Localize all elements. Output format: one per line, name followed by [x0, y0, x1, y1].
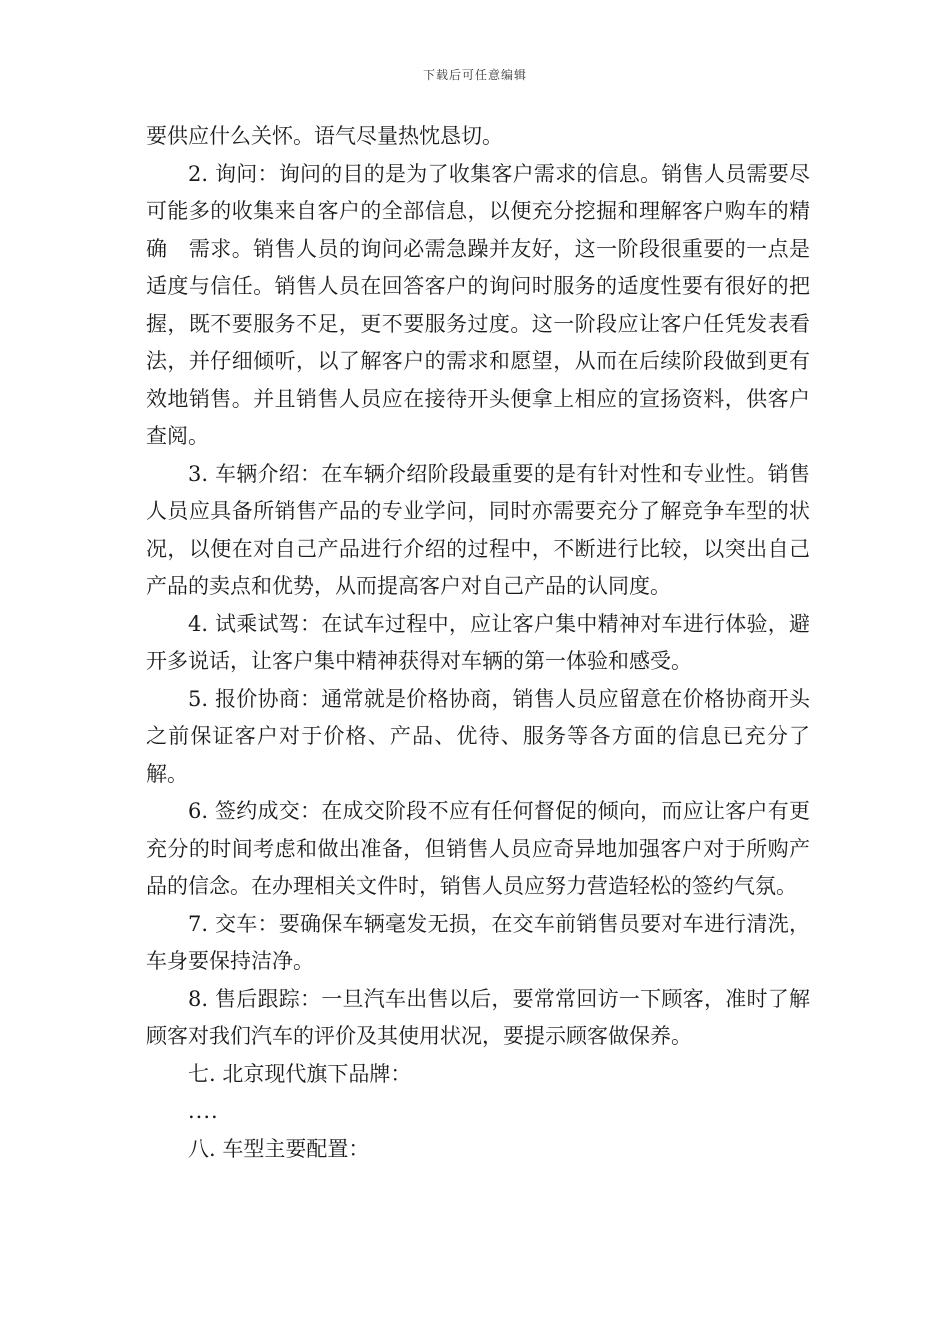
- paragraph-price-negotiation: 5. 报价协商：通常就是价格协商，销售人员应留意在价格协商开头之前保证客户对于价格、产品、优待、服务等各方面的信息已充分了解。: [146, 686, 810, 786]
- document-body: [146, 118, 810, 1168]
- section-heading-brands: 七. 北京现代旗下品牌：: [188, 1061, 412, 1086]
- paragraph-test-drive: 4. 试乘试驾：在试车过程中，应让客户集中精神对车进行体验，避开多说话，让客户集中精神获得对车辆的第一体验和感受。: [146, 611, 810, 673]
- paragraph-delivery: 7. 交车：要确保车辆毫发无损，在交车前销售员要对车进行清洗，车身要保持洁净。: [146, 911, 810, 973]
- paragraph-inquiry: 2. 询问：询问的目的是为了收集客户需求的信息。销售人员需要尽可能多的收集来自客户的全部信息，以便充分挖掘和理解客户购车的精确 需求。销售人员的询问必需急躁并友好，这一阶段很重要的一点是适度与信任。销售人员在回答客户的询问时服务的适度性要有很好的把握，既不要服务不足，更不要服务过度。这一阶段应让客户任凭发表看法，并仔细倾听，以了解客户的需求和愿望，从而在后续阶段做到更有效地销售。并且销售人员应在接待开头便拿上相应的宣扬资料，供客户查阅。: [146, 161, 810, 448]
- placeholder-ellipsis: ....: [188, 1099, 219, 1123]
- paragraph-after-sales: 8. 售后跟踪：一旦汽车出售以后，要常常回访一下顾客，准时了解顾客对我们汽车的评价及其使用状况，要提示顾客做保养。: [146, 986, 810, 1048]
- paragraph-vehicle-introduction: 3. 车辆介绍：在车辆介绍阶段最重要的是有针对性和专业性。销售人员应具备所销售产品的专业学问，同时亦需要充分了解竞争车型的状况，以便在对自己产品进行介绍的过程中，不断进行比较，以突出自己产品的卖点和优势，从而提高客户对自己产品的认同度。: [146, 461, 810, 598]
- page-header: 下载后可任意编辑: [422, 68, 527, 82]
- paragraph-signing: 6. 签约成交：在成交阶段不应有任何督促的倾向，而应让客户有更充分的时间考虑和做出准备，但销售人员应奇异地加强客户对于所购产品的信念。在办理相关文件时，销售人员应努力营造轻松的签约气氛。: [146, 799, 810, 898]
- section-heading-configuration: 八. 车型主要配置：: [188, 1136, 370, 1161]
- paragraph-intro-continuation: 要供应什么关怀。语气尽量热忱恳切。: [146, 124, 503, 148]
